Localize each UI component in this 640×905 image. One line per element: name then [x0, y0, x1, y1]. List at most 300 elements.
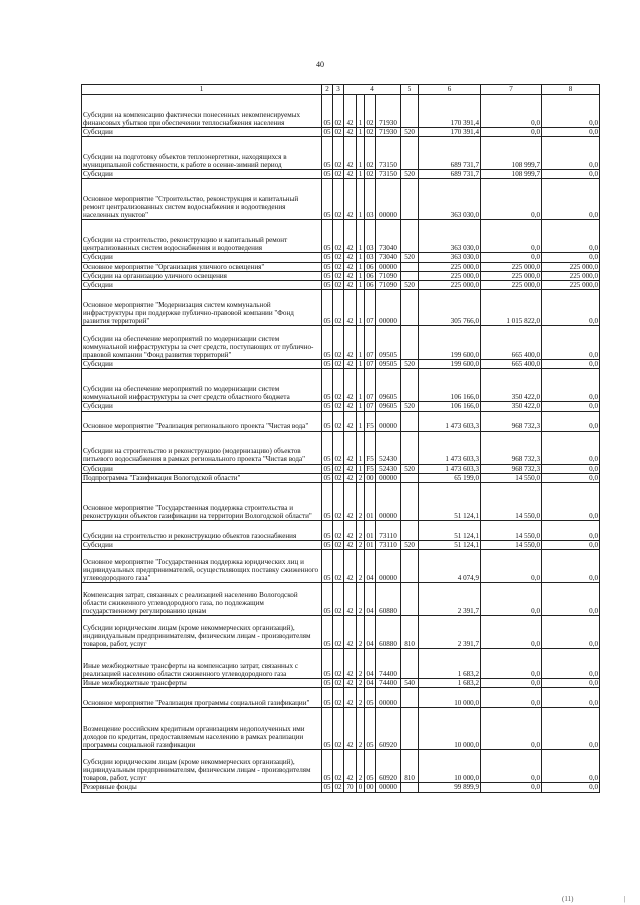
direction-code-cell: 52430 [376, 464, 401, 473]
amount-col7-cell: 0,0 [481, 708, 542, 750]
amount-col7-cell: 0,0 [481, 583, 542, 616]
amount-col6-cell: 689 731,7 [419, 170, 481, 179]
program-code-cell: 42 [344, 411, 357, 431]
header-cell: 7 [481, 85, 542, 95]
section-code-cell: 05 [323, 679, 331, 688]
row-name-cell: Субсидии [82, 128, 322, 137]
section-code-cell: 05 [322, 616, 333, 649]
section-code-cell: 05 [323, 360, 331, 369]
footer-mark: (11) [562, 895, 574, 903]
subsection-code-cell: 02 [334, 253, 342, 262]
budget-table [81, 84, 600, 793]
amount-col6-cell: 225 000,0 [419, 281, 481, 290]
event-code-cell: 02 [366, 170, 374, 179]
amount-col8-cell: 0,0 [542, 521, 600, 541]
subprogram-code-cell: 2 [357, 616, 365, 649]
event-code-cell: 07 [365, 290, 376, 326]
row-name-cell: Основное мероприятие "Государственная поддержка строительства и реконструкции объектов газификации на территории Вологодской области" [82, 483, 322, 521]
direction-code-cell: 00000 [376, 179, 401, 220]
amount-col8-cell: 0,0 [542, 128, 600, 137]
amount-col8-cell: 225 000,0 [542, 281, 600, 290]
amount-col6-cell: 225 000,0 [419, 271, 481, 280]
program-code-cell: 42 [344, 402, 357, 411]
subsection-code-cell: 02 [333, 750, 344, 783]
amount-col8-cell: 0,0 [542, 170, 600, 179]
direction-code-cell: 60880 [376, 583, 401, 616]
program-code-cell: 42 [344, 708, 357, 750]
event-code-cell: 07 [365, 326, 376, 360]
expense-type-cell: 520 [401, 170, 419, 179]
section-code-cell: 05 [322, 137, 333, 170]
expense-type-cell: 520 [401, 253, 419, 262]
direction-code-cell: 60920 [376, 708, 401, 750]
amount-col6-cell: 2 391,7 [419, 583, 481, 616]
expense-type-cell [401, 688, 419, 708]
expense-type-cell: 520 [401, 402, 419, 411]
section-code-cell: 05 [323, 541, 331, 550]
expense-type-cell [401, 583, 419, 616]
amount-col7-cell: 665 400,0 [481, 326, 542, 360]
program-code-cell: 42 [344, 170, 357, 179]
header-cell: 1 [82, 85, 322, 95]
amount-col8-cell: 0,0 [542, 541, 600, 550]
subprogram-code-cell: 1 [357, 137, 365, 170]
table-row [82, 473, 600, 482]
amount-col8-cell: 0,0 [542, 688, 600, 708]
program-code-cell: 42 [344, 583, 357, 616]
subsection-code-cell: 02 [333, 431, 344, 464]
event-code-cell: 01 [365, 521, 376, 541]
program-code-cell: 42 [344, 179, 357, 220]
amount-col6-cell: 199 600,0 [419, 326, 481, 360]
table-row [82, 369, 600, 402]
amount-col6-cell: 106 166,0 [419, 369, 481, 402]
table-row [82, 95, 600, 128]
table-row [82, 750, 600, 783]
direction-code-cell: 00000 [376, 473, 401, 482]
direction-code-cell: 09505 [376, 360, 401, 369]
subprogram-code-cell: 1 [357, 179, 365, 220]
amount-col8-cell: 0,0 [542, 402, 600, 411]
program-code-cell: 42 [344, 649, 357, 679]
amount-col7-cell: 225 000,0 [481, 281, 542, 290]
direction-code-cell: 00000 [376, 262, 401, 271]
section-code-cell: 05 [322, 483, 333, 521]
program-code-cell: 42 [344, 464, 357, 473]
row-name-cell: Иные межбюджетные трансферты [82, 679, 322, 688]
direction-code-cell: 00000 [376, 411, 401, 431]
event-code-cell: 05 [365, 708, 376, 750]
section-code-cell: 05 [322, 708, 333, 750]
amount-col8-cell: 0,0 [542, 369, 600, 402]
subsection-code-cell: 02 [334, 541, 342, 550]
row-name-cell: Подпрограмма "Газификация Вологодской области" [82, 473, 322, 482]
amount-col7-cell: 0,0 [481, 679, 542, 688]
amount-col8-cell: 0,0 [542, 326, 600, 360]
header-cell: 5 [401, 85, 419, 95]
amount-col8-cell: 0,0 [542, 137, 600, 170]
table-row [82, 281, 600, 290]
row-name-cell: Субсидии [82, 360, 322, 369]
amount-col7-cell: 14 550,0 [481, 541, 542, 550]
subsection-code-cell: 02 [333, 483, 344, 521]
amount-col6-cell: 65 199,0 [419, 473, 481, 482]
amount-col7-cell: 968 732,3 [481, 411, 542, 431]
event-code-cell: 05 [365, 688, 376, 708]
event-code-cell: 06 [366, 271, 374, 280]
table-row [82, 541, 600, 550]
row-name-cell: Субсидии на обеспечение мероприятий по модернизации систем коммунальной инфраструктуры за счет средств, поступающих от публично-правовой компании "Фонд развития территорий" [82, 326, 322, 360]
amount-col6-cell: 1 473 603,3 [419, 411, 481, 431]
event-code-cell: 03 [365, 220, 376, 253]
row-name-cell: Субсидии юридическим лицам (кроме некоммерческих организаций), индивидуальным предпринимателям, физическим лицам - производителям товаров, работ, услуг [82, 616, 322, 649]
table-row [82, 179, 600, 220]
event-code-cell: 04 [365, 550, 376, 583]
subsection-code-cell: 02 [333, 290, 344, 326]
row-name-cell: Субсидии на строительство и реконструкцию (модернизацию) объектов питьевого водоснабжения в рамках регионального проекта "Чистая вода" [82, 431, 322, 464]
expense-type-cell [401, 483, 419, 521]
subsection-code-cell: 02 [333, 649, 344, 679]
subprogram-code-cell: 2 [357, 583, 365, 616]
subprogram-code-cell: 2 [357, 750, 365, 783]
section-code-cell: 05 [322, 326, 333, 360]
amount-col6-cell: 4 074,9 [419, 550, 481, 583]
event-code-cell: 02 [365, 137, 376, 170]
section-code-cell: 05 [322, 220, 333, 253]
row-name-cell: Основное мероприятие "Реализация регионального проекта "Чистая вода" [82, 411, 322, 431]
amount-col8-cell: 0,0 [542, 783, 600, 792]
row-name-cell: Субсидии на подготовку объектов теплоэнергетики, находящихся в муниципальной собственности, к работе в осенне-зимний период [82, 137, 322, 170]
page-number: 40 [316, 60, 324, 69]
amount-col8-cell: 0,0 [542, 750, 600, 783]
row-name-cell: Субсидии на организацию уличного освещения [82, 271, 322, 280]
subsection-code-cell: 02 [333, 616, 344, 649]
amount-col7-cell: 225 000,0 [481, 262, 542, 271]
table-row [82, 688, 600, 708]
subprogram-code-cell: 2 [357, 679, 365, 688]
row-name-cell: Основное мероприятие "Реализация программы социальной газификации" [82, 688, 322, 708]
amount-col6-cell: 1 683,2 [419, 679, 481, 688]
amount-col7-cell: 0,0 [481, 220, 542, 253]
header-cell: 6 [419, 85, 481, 95]
amount-col7-cell: 0,0 [481, 550, 542, 583]
amount-col8-cell: 0,0 [542, 290, 600, 326]
expense-type-cell: 810 [401, 616, 419, 649]
expense-type-cell [401, 473, 419, 482]
event-code-cell: 03 [365, 179, 376, 220]
amount-col8-cell: 0,0 [542, 550, 600, 583]
section-code-cell: 05 [323, 464, 331, 473]
expense-type-cell [401, 431, 419, 464]
amount-col6-cell: 363 030,0 [419, 220, 481, 253]
table-row [82, 360, 600, 369]
program-code-cell: 42 [344, 326, 357, 360]
amount-col7-cell: 0,0 [481, 783, 542, 792]
subsection-code-cell: 02 [333, 220, 344, 253]
amount-col6-cell: 106 166,0 [419, 402, 481, 411]
program-code-cell: 42 [344, 128, 357, 137]
header-cell: 3 [333, 85, 344, 95]
program-code-cell: 42 [344, 253, 357, 262]
amount-col8-cell: 0,0 [542, 649, 600, 679]
subsection-code-cell: 02 [333, 411, 344, 431]
expense-type-cell: 520 [401, 128, 419, 137]
program-code-cell: 42 [344, 360, 357, 369]
table-row [82, 431, 600, 464]
section-code-cell: 05 [323, 271, 331, 280]
subsection-code-cell: 02 [333, 521, 344, 541]
subsection-code-cell: 02 [334, 170, 342, 179]
subprogram-code-cell: 1 [357, 170, 365, 179]
row-name-cell: Субсидии [82, 464, 322, 473]
amount-col8-cell: 0,0 [542, 411, 600, 431]
table-row [82, 137, 600, 170]
subprogram-code-cell: 1 [357, 271, 365, 280]
direction-code-cell: 00000 [376, 290, 401, 326]
subsection-code-cell: 02 [334, 128, 342, 136]
subprogram-code-cell: 1 [357, 411, 365, 431]
expense-type-cell [401, 708, 419, 750]
section-code-cell: 05 [323, 473, 331, 482]
row-name-cell: Субсидии на строительство, реконструкцию и капитальный ремонт централизованных систем водоснабжения и водоотведения [82, 220, 322, 253]
subprogram-code-cell: 1 [357, 369, 365, 402]
event-code-cell: F5 [365, 411, 376, 431]
direction-code-cell: 00000 [376, 550, 401, 583]
expense-type-cell: 520 [401, 281, 419, 290]
row-name-cell: Субсидии юридическим лицам (кроме некоммерческих организаций), индивидуальным предпринимателям, физическим лицам - производителям товаров, работ, услуг [82, 750, 322, 783]
direction-code-cell: 71090 [376, 281, 401, 290]
amount-col6-cell: 689 731,7 [419, 137, 481, 170]
table-row [82, 649, 600, 679]
table-row [82, 290, 600, 326]
amount-col8-cell: 0,0 [542, 95, 600, 128]
expense-type-cell [401, 411, 419, 431]
header-cell: 4 [344, 85, 401, 95]
subsection-code-cell: 02 [334, 473, 342, 482]
amount-col7-cell: 108 999,7 [481, 137, 542, 170]
event-code-cell: 07 [365, 369, 376, 402]
program-code-cell: 42 [344, 550, 357, 583]
amount-col8-cell: 0,0 [542, 360, 600, 369]
amount-col7-cell: 0,0 [481, 128, 542, 137]
row-name-cell: Субсидии на строительство и реконструкцию объектов газоснабжения [82, 521, 322, 541]
subsection-code-cell: 02 [333, 688, 344, 708]
subsection-code-cell: 02 [333, 179, 344, 220]
subsection-code-cell: 02 [334, 262, 342, 271]
subprogram-code-cell: 2 [357, 473, 365, 482]
section-code-cell: 05 [322, 95, 333, 128]
expense-type-cell: 520 [401, 360, 419, 369]
amount-col6-cell: 10 000,0 [419, 688, 481, 708]
subsection-code-cell: 02 [333, 326, 344, 360]
subprogram-code-cell: 1 [357, 220, 365, 253]
subprogram-code-cell: 2 [357, 521, 365, 541]
subprogram-code-cell: 1 [357, 281, 365, 290]
row-name-cell: Основное мероприятие "Строительство, реконструкция и капитальный ремонт централизованных систем водоснабжения и водоотведения населенных пунктов" [82, 179, 322, 220]
direction-code-cell: 73150 [376, 170, 401, 179]
event-code-cell: 00 [366, 473, 374, 482]
row-name-cell: Субсидии [82, 253, 322, 262]
table-row [82, 616, 600, 649]
table-row [82, 783, 600, 792]
subsection-code-cell: 02 [333, 550, 344, 583]
amount-col6-cell: 10 000,0 [419, 708, 481, 750]
expense-type-cell [401, 220, 419, 253]
amount-col8-cell: 0,0 [542, 179, 600, 220]
direction-code-cell: 71090 [376, 271, 401, 280]
event-code-cell: 02 [365, 95, 376, 128]
subsection-code-cell: 02 [334, 783, 342, 792]
subsection-code-cell: 02 [333, 583, 344, 616]
program-code-cell: 42 [344, 220, 357, 253]
section-code-cell: 05 [322, 369, 333, 402]
program-code-cell: 42 [344, 688, 357, 708]
direction-code-cell: 09605 [376, 369, 401, 402]
amount-col6-cell: 10 000,0 [419, 750, 481, 783]
section-code-cell: 05 [322, 688, 333, 708]
table-row [82, 326, 600, 360]
header-cell: 8 [542, 85, 600, 95]
program-code-cell: 42 [344, 616, 357, 649]
amount-col7-cell: 0,0 [481, 253, 542, 262]
subprogram-code-cell: 2 [357, 550, 365, 583]
amount-col7-cell: 350 422,0 [481, 369, 542, 402]
row-name-cell: Субсидии на обеспечение мероприятий по модернизации систем коммунальной инфраструктуры за счет средств областного бюджета [82, 369, 322, 402]
row-name-cell: Субсидии на компенсацию фактически понесенных некомпенсируемых финансовых убытков при обеспечении теплоснабжения населения [82, 95, 322, 128]
expense-type-cell [401, 550, 419, 583]
row-name-cell: Основное мероприятие "Модернизация систем коммунальной инфраструктуры при поддержке публично-правовой компании "Фонд развития территорий" [82, 290, 322, 326]
direction-code-cell: 74400 [376, 649, 401, 679]
direction-code-cell: 71930 [376, 95, 401, 128]
expense-type-cell [401, 95, 419, 128]
expense-type-cell [401, 179, 419, 220]
amount-col8-cell: 0,0 [542, 583, 600, 616]
amount-col8-cell: 0,0 [542, 708, 600, 750]
event-code-cell: 01 [365, 483, 376, 521]
subprogram-code-cell: 1 [357, 290, 365, 326]
event-code-cell: 06 [366, 262, 374, 271]
subprogram-code-cell: 1 [357, 262, 365, 271]
event-code-cell: 07 [366, 360, 374, 369]
event-code-cell: 06 [366, 281, 374, 290]
event-code-cell: 04 [365, 649, 376, 679]
section-code-cell: 05 [323, 128, 331, 136]
amount-col7-cell: 350 422,0 [481, 402, 542, 411]
row-name-cell: Основное мероприятие "Организация уличного освещения" [82, 262, 322, 271]
direction-code-cell: 60880 [376, 616, 401, 649]
event-code-cell: 01 [366, 541, 374, 550]
direction-code-cell: 52430 [376, 431, 401, 464]
table-row [82, 411, 600, 431]
expense-type-cell [401, 326, 419, 360]
row-name-cell: Возмещение российским кредитным организациям недополученных ими доходов по кредитам, предоставляемым населению в рамках реализации программы социальной газификации [82, 708, 322, 750]
direction-code-cell: 73040 [376, 220, 401, 253]
subprogram-code-cell: 1 [357, 326, 365, 360]
event-code-cell: 00 [366, 783, 374, 792]
table-row [82, 550, 600, 583]
expense-type-cell: 540 [401, 679, 419, 688]
amount-col7-cell: 225 000,0 [481, 271, 542, 280]
amount-col7-cell: 0,0 [481, 750, 542, 783]
subsection-code-cell: 02 [334, 281, 342, 290]
amount-col6-cell: 170 391,4 [419, 128, 481, 137]
expense-type-cell: 520 [401, 541, 419, 550]
section-code-cell: 05 [323, 402, 331, 411]
direction-code-cell: 60920 [376, 750, 401, 783]
expense-type-cell [401, 649, 419, 679]
amount-col8-cell: 0,0 [542, 253, 600, 262]
amount-col7-cell: 968 732,3 [481, 431, 542, 464]
row-name-cell: Субсидии [82, 170, 322, 179]
amount-col7-cell: 0,0 [481, 688, 542, 708]
program-code-cell: 42 [344, 262, 357, 271]
direction-code-cell: 00000 [376, 688, 401, 708]
program-code-cell: 42 [344, 290, 357, 326]
amount-col7-cell: 1 015 822,0 [481, 290, 542, 326]
program-code-cell: 42 [344, 369, 357, 402]
event-code-cell: 05 [365, 750, 376, 783]
amount-col6-cell: 51 124,1 [419, 521, 481, 541]
direction-code-cell: 73110 [376, 521, 401, 541]
subprogram-code-cell: 1 [357, 402, 365, 411]
amount-col6-cell: 51 124,1 [419, 483, 481, 521]
amount-col7-cell: 665 400,0 [481, 360, 542, 369]
expense-type-cell [401, 262, 419, 271]
subprogram-code-cell: 2 [357, 541, 365, 550]
table-row [82, 708, 600, 750]
direction-code-cell: 73150 [376, 137, 401, 170]
amount-col6-cell: 363 030,0 [419, 179, 481, 220]
program-code-cell: 42 [344, 431, 357, 464]
section-code-cell: 05 [322, 290, 333, 326]
table-row [82, 128, 600, 137]
subprogram-code-cell: 0 [357, 783, 365, 792]
amount-col8-cell: 225 000,0 [542, 262, 600, 271]
subprogram-code-cell: 1 [357, 95, 365, 128]
expense-type-cell: 810 [401, 750, 419, 783]
direction-code-cell: 73110 [376, 541, 401, 550]
subsection-code-cell: 02 [333, 137, 344, 170]
amount-col6-cell: 1 683,2 [419, 649, 481, 679]
table-row [82, 679, 600, 688]
section-code-cell: 05 [322, 583, 333, 616]
section-code-cell: 05 [323, 170, 331, 179]
table-header-row [82, 85, 600, 95]
amount-col6-cell: 1 473 603,3 [419, 464, 481, 473]
amount-col8-cell: 0,0 [542, 220, 600, 253]
row-name-cell: Субсидии [82, 541, 322, 550]
amount-col7-cell: 14 550,0 [481, 483, 542, 521]
subprogram-code-cell: 2 [357, 688, 365, 708]
direction-code-cell: 09505 [376, 326, 401, 360]
amount-col7-cell: 0,0 [481, 616, 542, 649]
expense-type-cell [401, 369, 419, 402]
amount-col8-cell: 0,0 [542, 464, 600, 473]
amount-col7-cell: 0,0 [481, 179, 542, 220]
section-code-cell: 05 [322, 649, 333, 679]
amount-col8-cell: 0,0 [542, 473, 600, 482]
direction-code-cell: 09605 [376, 402, 401, 411]
amount-col6-cell: 99 899,9 [419, 783, 481, 792]
expense-type-cell [401, 137, 419, 170]
section-code-cell: 05 [323, 783, 331, 792]
event-code-cell: F5 [365, 431, 376, 464]
program-code-cell: 42 [344, 95, 357, 128]
program-code-cell: 70 [344, 783, 357, 792]
table-row [82, 583, 600, 616]
direction-code-cell: 00000 [376, 483, 401, 521]
expense-type-cell [401, 783, 419, 792]
